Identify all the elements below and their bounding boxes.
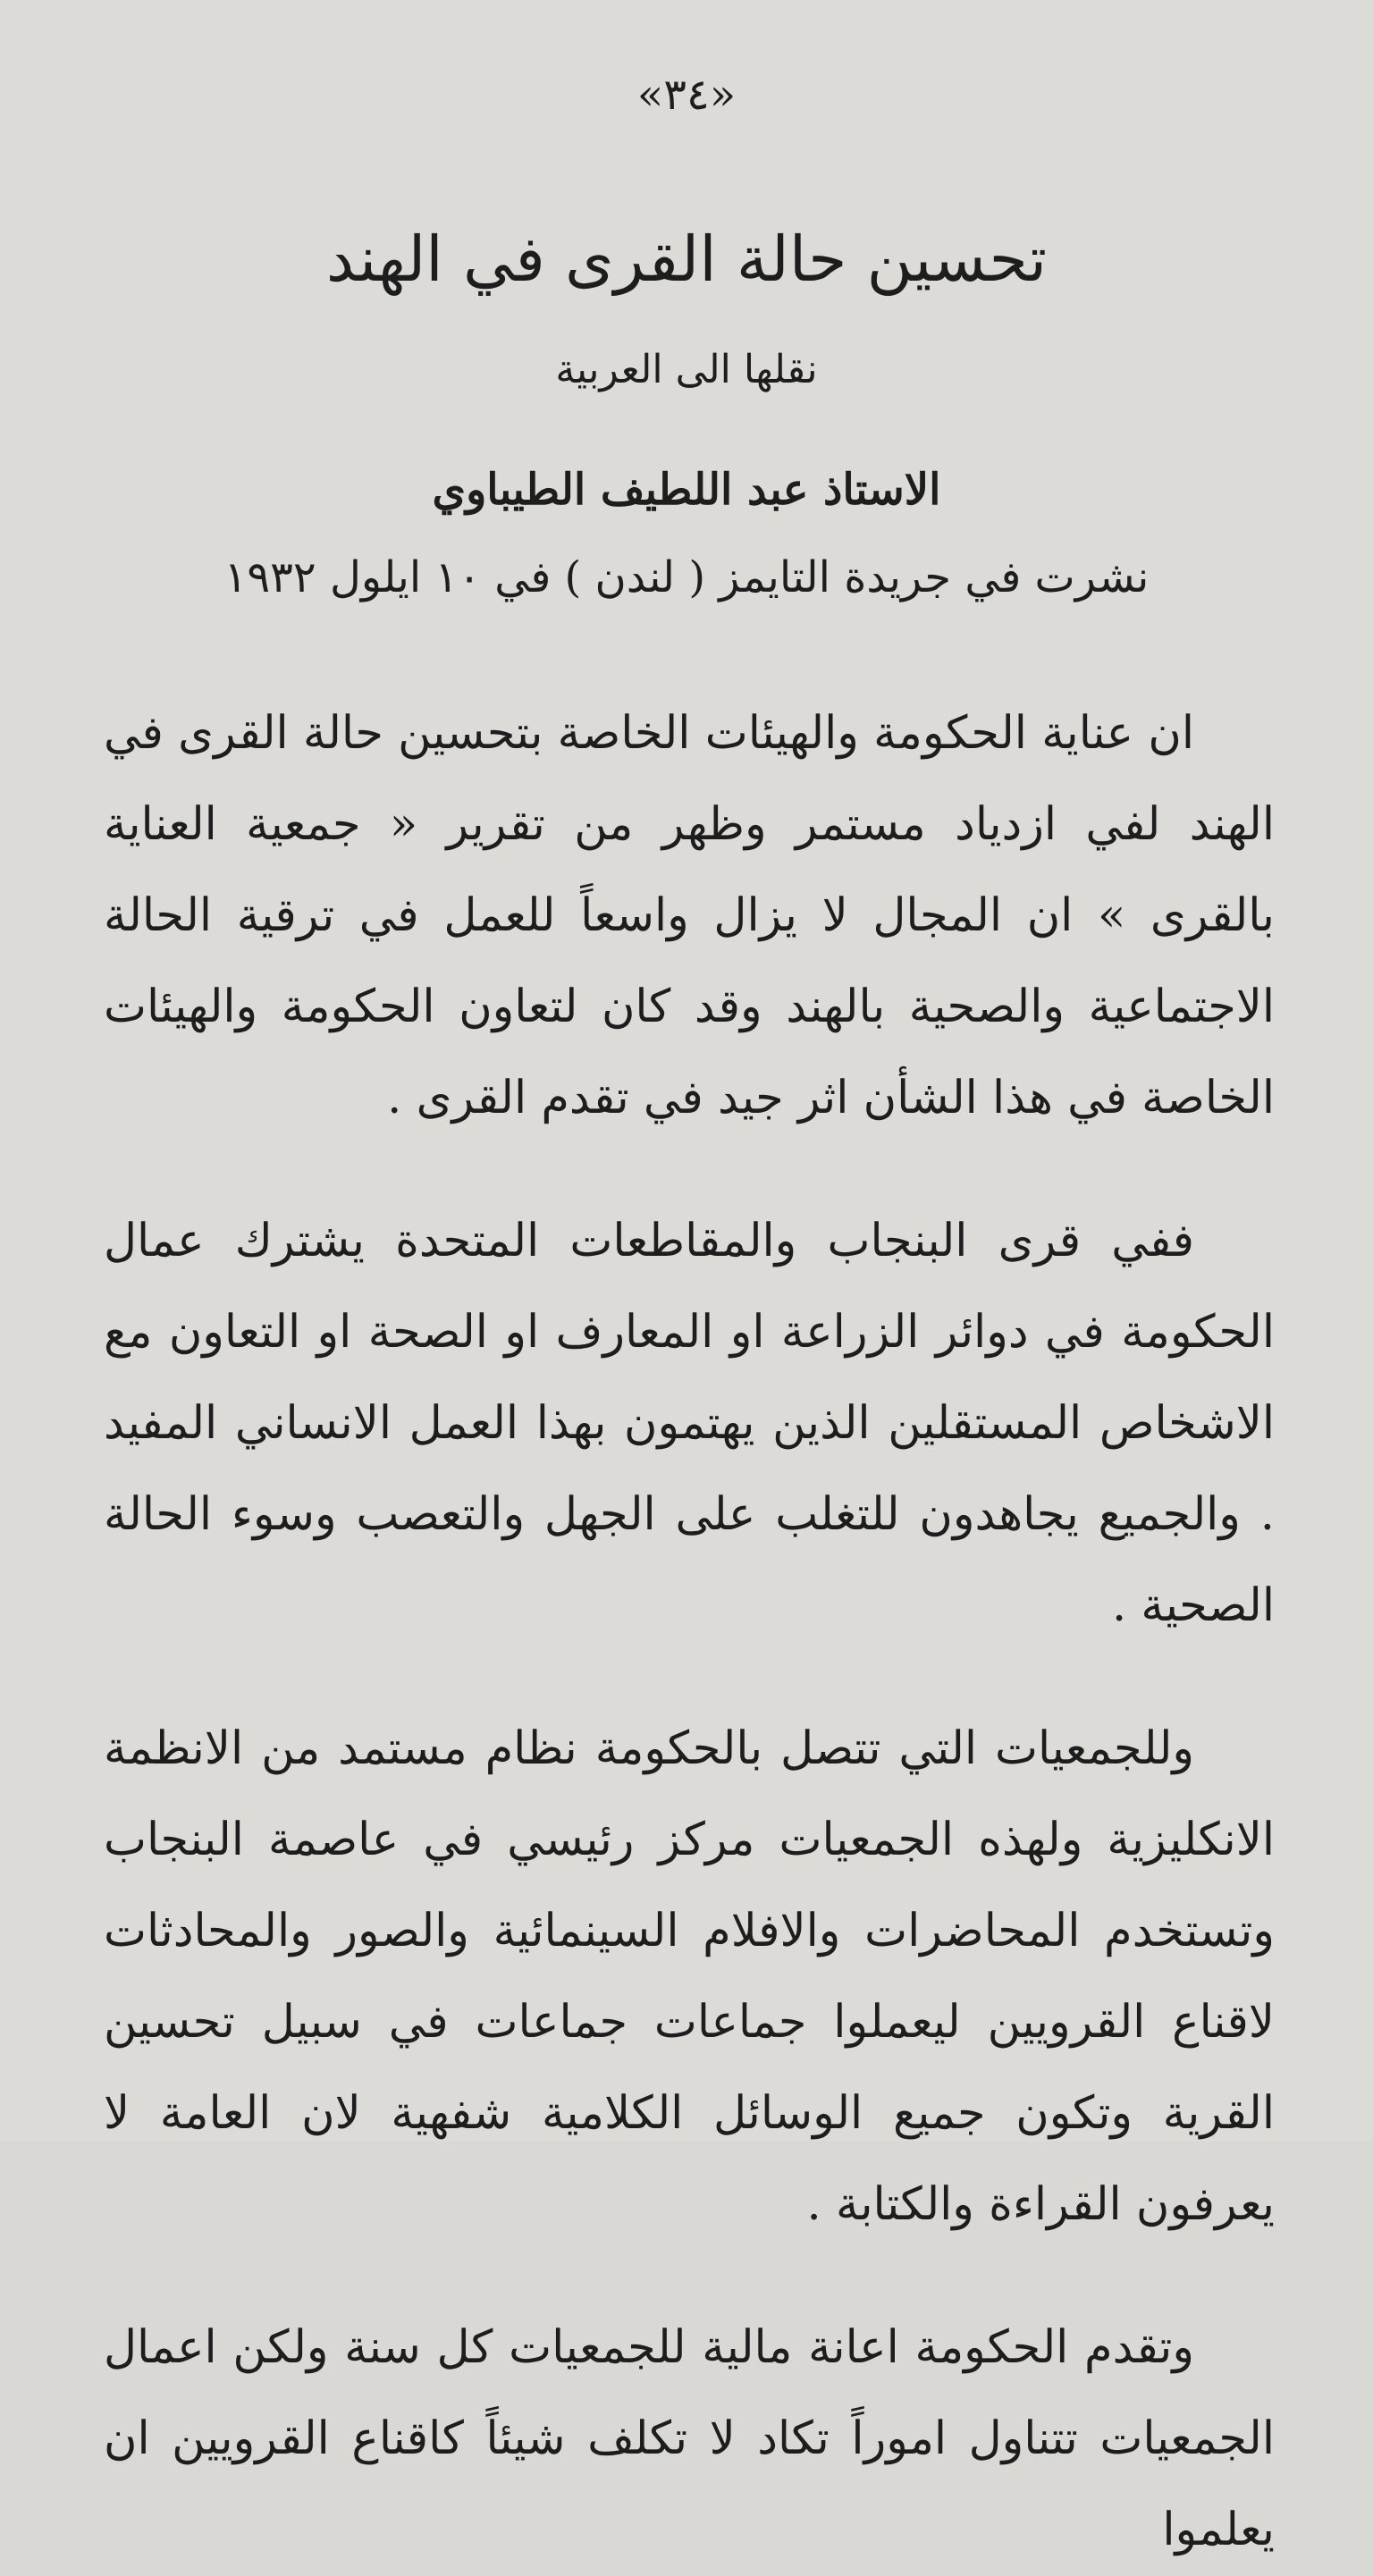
- article-title: تحسين حالة القرى في الهند: [325, 223, 1048, 296]
- page-number: «٣٤»: [636, 70, 737, 120]
- paragraph-3: وللجمعيات التي تتصل بالحكومة نظام مستمد من الانظمة الانكليزية ولهذه الجمعيات مركز رئيسي في عاصمة البنجاب وتستخدم المحاضرات والافلام السينمائية والصور والمحادثات لاقناع القرويين ليعملوا جماعات جماعات في سبيل تحسين القرية وتكون جميع الوسائل الكلامية شفهية لان العامة لا يعرفون القراءة والكتابة .: [104, 1722, 1275, 2231]
- paragraph-1: ان عناية الحكومة والهيئات الخاصة بتحسين حالة القرى في الهند لفي ازدياد مستمر وظهر من تقرير « جمعية العناية بالقرى » ان المجال لا يزال واسعاً للعمل في ترقية الحالة الاجتماعية والصحية بالهند وقد كان لتعاون الحكومة والهيئات الخاصة في هذا الشأن اثر جيد في تقدم القرى .: [104, 707, 1275, 1124]
- paragraph-4: وتقدم الحكومة اعانة مالية للجمعيات كل سنة ولكن اعمال الجمعيات تتناول اموراً تكاد لا تكلف شيئاً كاقناع القرويين ان يعلموا: [104, 2321, 1275, 2556]
- article-body: [104, 688, 1275, 2576]
- paragraph-2: ففي قرى البنجاب والمقاطعات المتحدة يشترك عمال الحكومة في دوائر الزراعة او المعارف او الصحة او التعاون مع الاشخاص المستقلين الذين يهتمون بهذا العمل الانساني المفيد . والجميع يجاهدون للتغلب على الجهل والتعصب وسوء الحالة الصحية .: [104, 1215, 1275, 1632]
- author-name: الاستاذ عبد اللطيف الطيباوي: [432, 465, 941, 515]
- publication-note: نشرت في جريدة التايمز ( لندن ) في ١٠ ايلول ١٩٣٢: [223, 552, 1150, 602]
- article-subtitle: نقلها الى العربية: [555, 347, 818, 392]
